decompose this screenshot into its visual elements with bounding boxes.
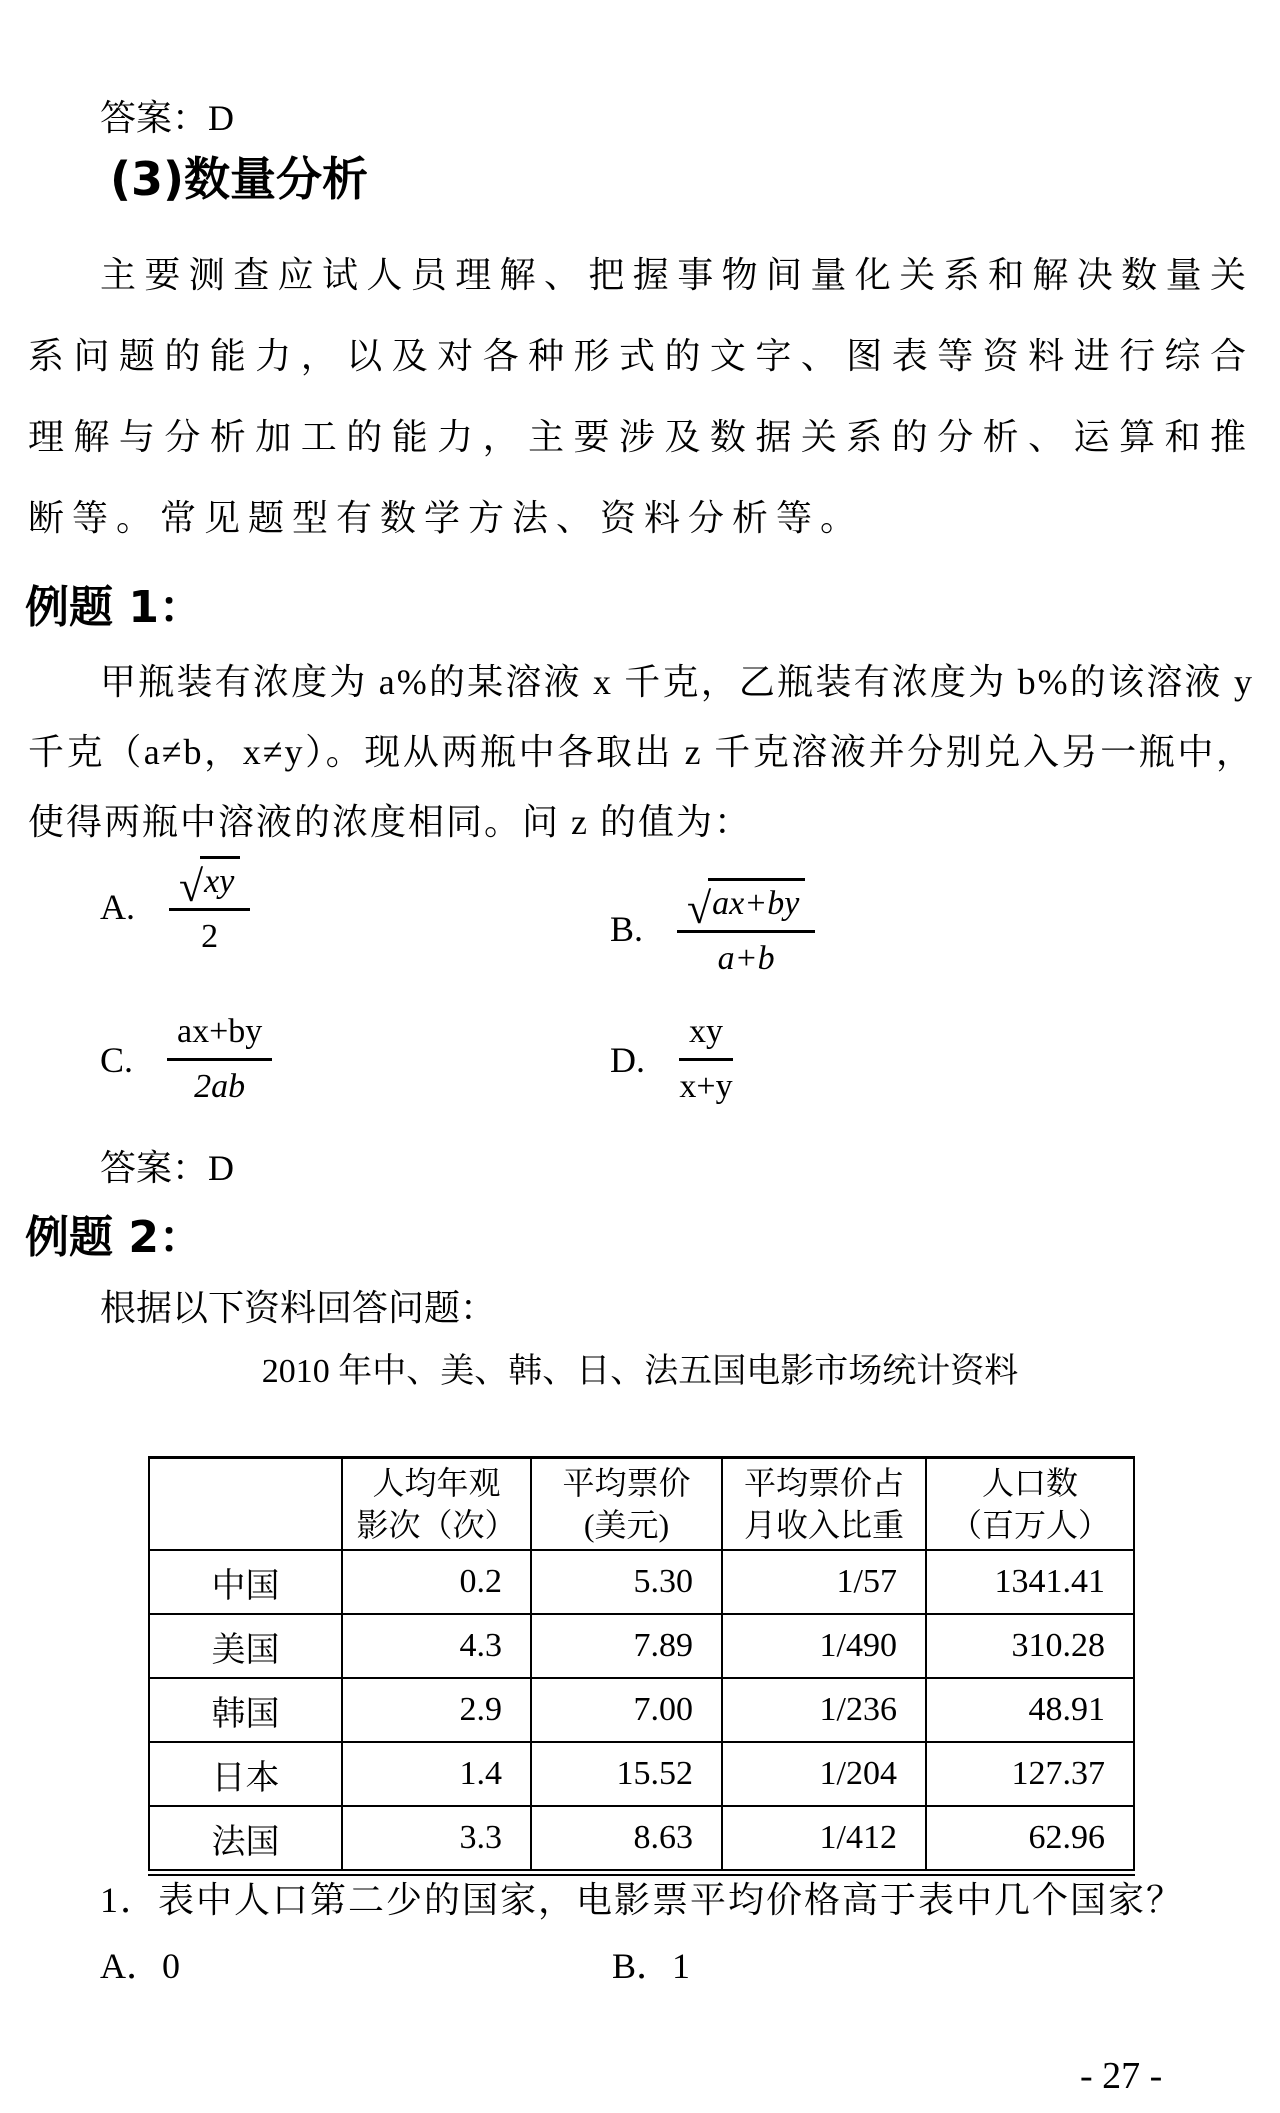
cell-price: 7.89 <box>531 1614 722 1678</box>
numerator-text: ax+by <box>177 1013 263 1050</box>
cell-population: 62.96 <box>926 1806 1134 1873</box>
section-heading: (3)数量分析 <box>110 152 369 206</box>
question1-option-b: B．1 <box>612 1946 691 1986</box>
movie-market-table <box>148 1456 1135 1876</box>
example1-question: 甲瓶装有浓度为 a%的某溶液 x 千克，乙瓶装有浓度为 b%的该溶液 y 千克（a≠b，x≠y）。现从两瓶中各取出 z 千克溶液并分别兑入另一瓶中，使得两瓶中溶液的浓度相同。问 z 的值为： <box>28 662 1254 842</box>
cell-price: 7.00 <box>531 1678 722 1742</box>
fraction-numerator <box>167 1012 272 1061</box>
cell-population: 48.91 <box>926 1678 1134 1742</box>
cell-country: 法国 <box>149 1806 342 1873</box>
intro-paragraph: 主要测查应试人员理解、把握事物间量化关系和解决数量关系问题的能力，以及对各种形式的文字、图表等资料进行综合理解与分析加工的能力，主要涉及数据关系的分析、运算和推断等。常见题型有数学方法、资料分析等。 <box>28 255 1254 538</box>
table-header-row <box>149 1458 1134 1551</box>
fraction <box>169 856 250 957</box>
example1-option-a <box>100 856 250 957</box>
radicand: ax+by <box>708 878 805 924</box>
sqrt-sign: √ <box>687 884 712 933</box>
cell-ratio: 1/236 <box>722 1678 926 1742</box>
example1-answer: 答案：D <box>100 98 234 138</box>
fraction-denominator: 2ab <box>194 1068 246 1105</box>
cell-country: 中国 <box>149 1550 342 1614</box>
table-title: 2010 年中、美、韩、日、法五国电影市场统计资料 <box>261 1353 1019 1390</box>
header-country <box>149 1458 342 1551</box>
option-label: D. <box>610 1039 645 1080</box>
cell-population: 1341.41 <box>926 1550 1134 1614</box>
example2-intro: 根据以下资料回答问题： <box>100 1288 497 1328</box>
table-row <box>149 1550 1134 1614</box>
question1-text: 1．表中人口第二少的国家，电影票平均价格高于表中几个国家？ <box>100 1880 1185 1920</box>
cell-views: 0.2 <box>342 1550 531 1614</box>
numerator-text: xy <box>689 1013 723 1050</box>
fraction-numerator <box>169 856 250 911</box>
cell-ratio: 1/204 <box>722 1742 926 1806</box>
cell-ratio: 1/412 <box>722 1806 926 1873</box>
option-label: A. <box>100 886 135 927</box>
fraction-denominator: x+y <box>679 1068 733 1105</box>
example1-option-d <box>610 1012 733 1107</box>
cell-ratio: 1/57 <box>722 1550 926 1614</box>
example2-answer: 答案：D <box>100 1148 234 1188</box>
cell-views: 1.4 <box>342 1742 531 1806</box>
radicand: xy <box>200 856 240 902</box>
option-label: B. <box>610 908 644 949</box>
fraction-numerator <box>677 878 815 933</box>
cell-population: 310.28 <box>926 1614 1134 1678</box>
header-price: 平均票价 (美元) <box>531 1458 722 1551</box>
fraction <box>679 1012 733 1107</box>
page-number: - 27 - <box>1080 2055 1163 2097</box>
cell-price: 8.63 <box>531 1806 722 1873</box>
cell-price: 5.30 <box>531 1550 722 1614</box>
cell-country: 韩国 <box>149 1678 342 1742</box>
fraction <box>677 878 815 979</box>
cell-views: 2.9 <box>342 1678 531 1742</box>
cell-views: 3.3 <box>342 1806 531 1873</box>
cell-price: 15.52 <box>531 1742 722 1806</box>
cell-views: 4.3 <box>342 1614 531 1678</box>
example1-option-c <box>100 1012 272 1107</box>
fraction-denominator: a+b <box>717 940 775 977</box>
fraction <box>167 1012 272 1107</box>
sqrt-sign: √ <box>179 862 204 911</box>
cell-ratio: 1/490 <box>722 1614 926 1678</box>
example1-option-b <box>610 878 815 979</box>
option-label: C. <box>100 1039 134 1080</box>
example1-heading: 例题 1： <box>25 582 203 633</box>
header-population: 人口数 （百万人） <box>926 1458 1134 1551</box>
table-row <box>149 1806 1134 1873</box>
table-row <box>149 1678 1134 1742</box>
fraction-numerator <box>679 1012 733 1061</box>
example2-heading: 例题 2： <box>25 1212 203 1263</box>
header-views: 人均年观 影次（次） <box>342 1458 531 1551</box>
cell-population: 127.37 <box>926 1742 1134 1806</box>
table-row <box>149 1742 1134 1806</box>
table-row <box>149 1614 1134 1678</box>
cell-country: 美国 <box>149 1614 342 1678</box>
question1-option-a: A．0 <box>100 1946 180 1986</box>
fraction-denominator: 2 <box>201 918 219 955</box>
header-ratio: 平均票价占 月收入比重 <box>722 1458 926 1551</box>
cell-country: 日本 <box>149 1742 342 1806</box>
